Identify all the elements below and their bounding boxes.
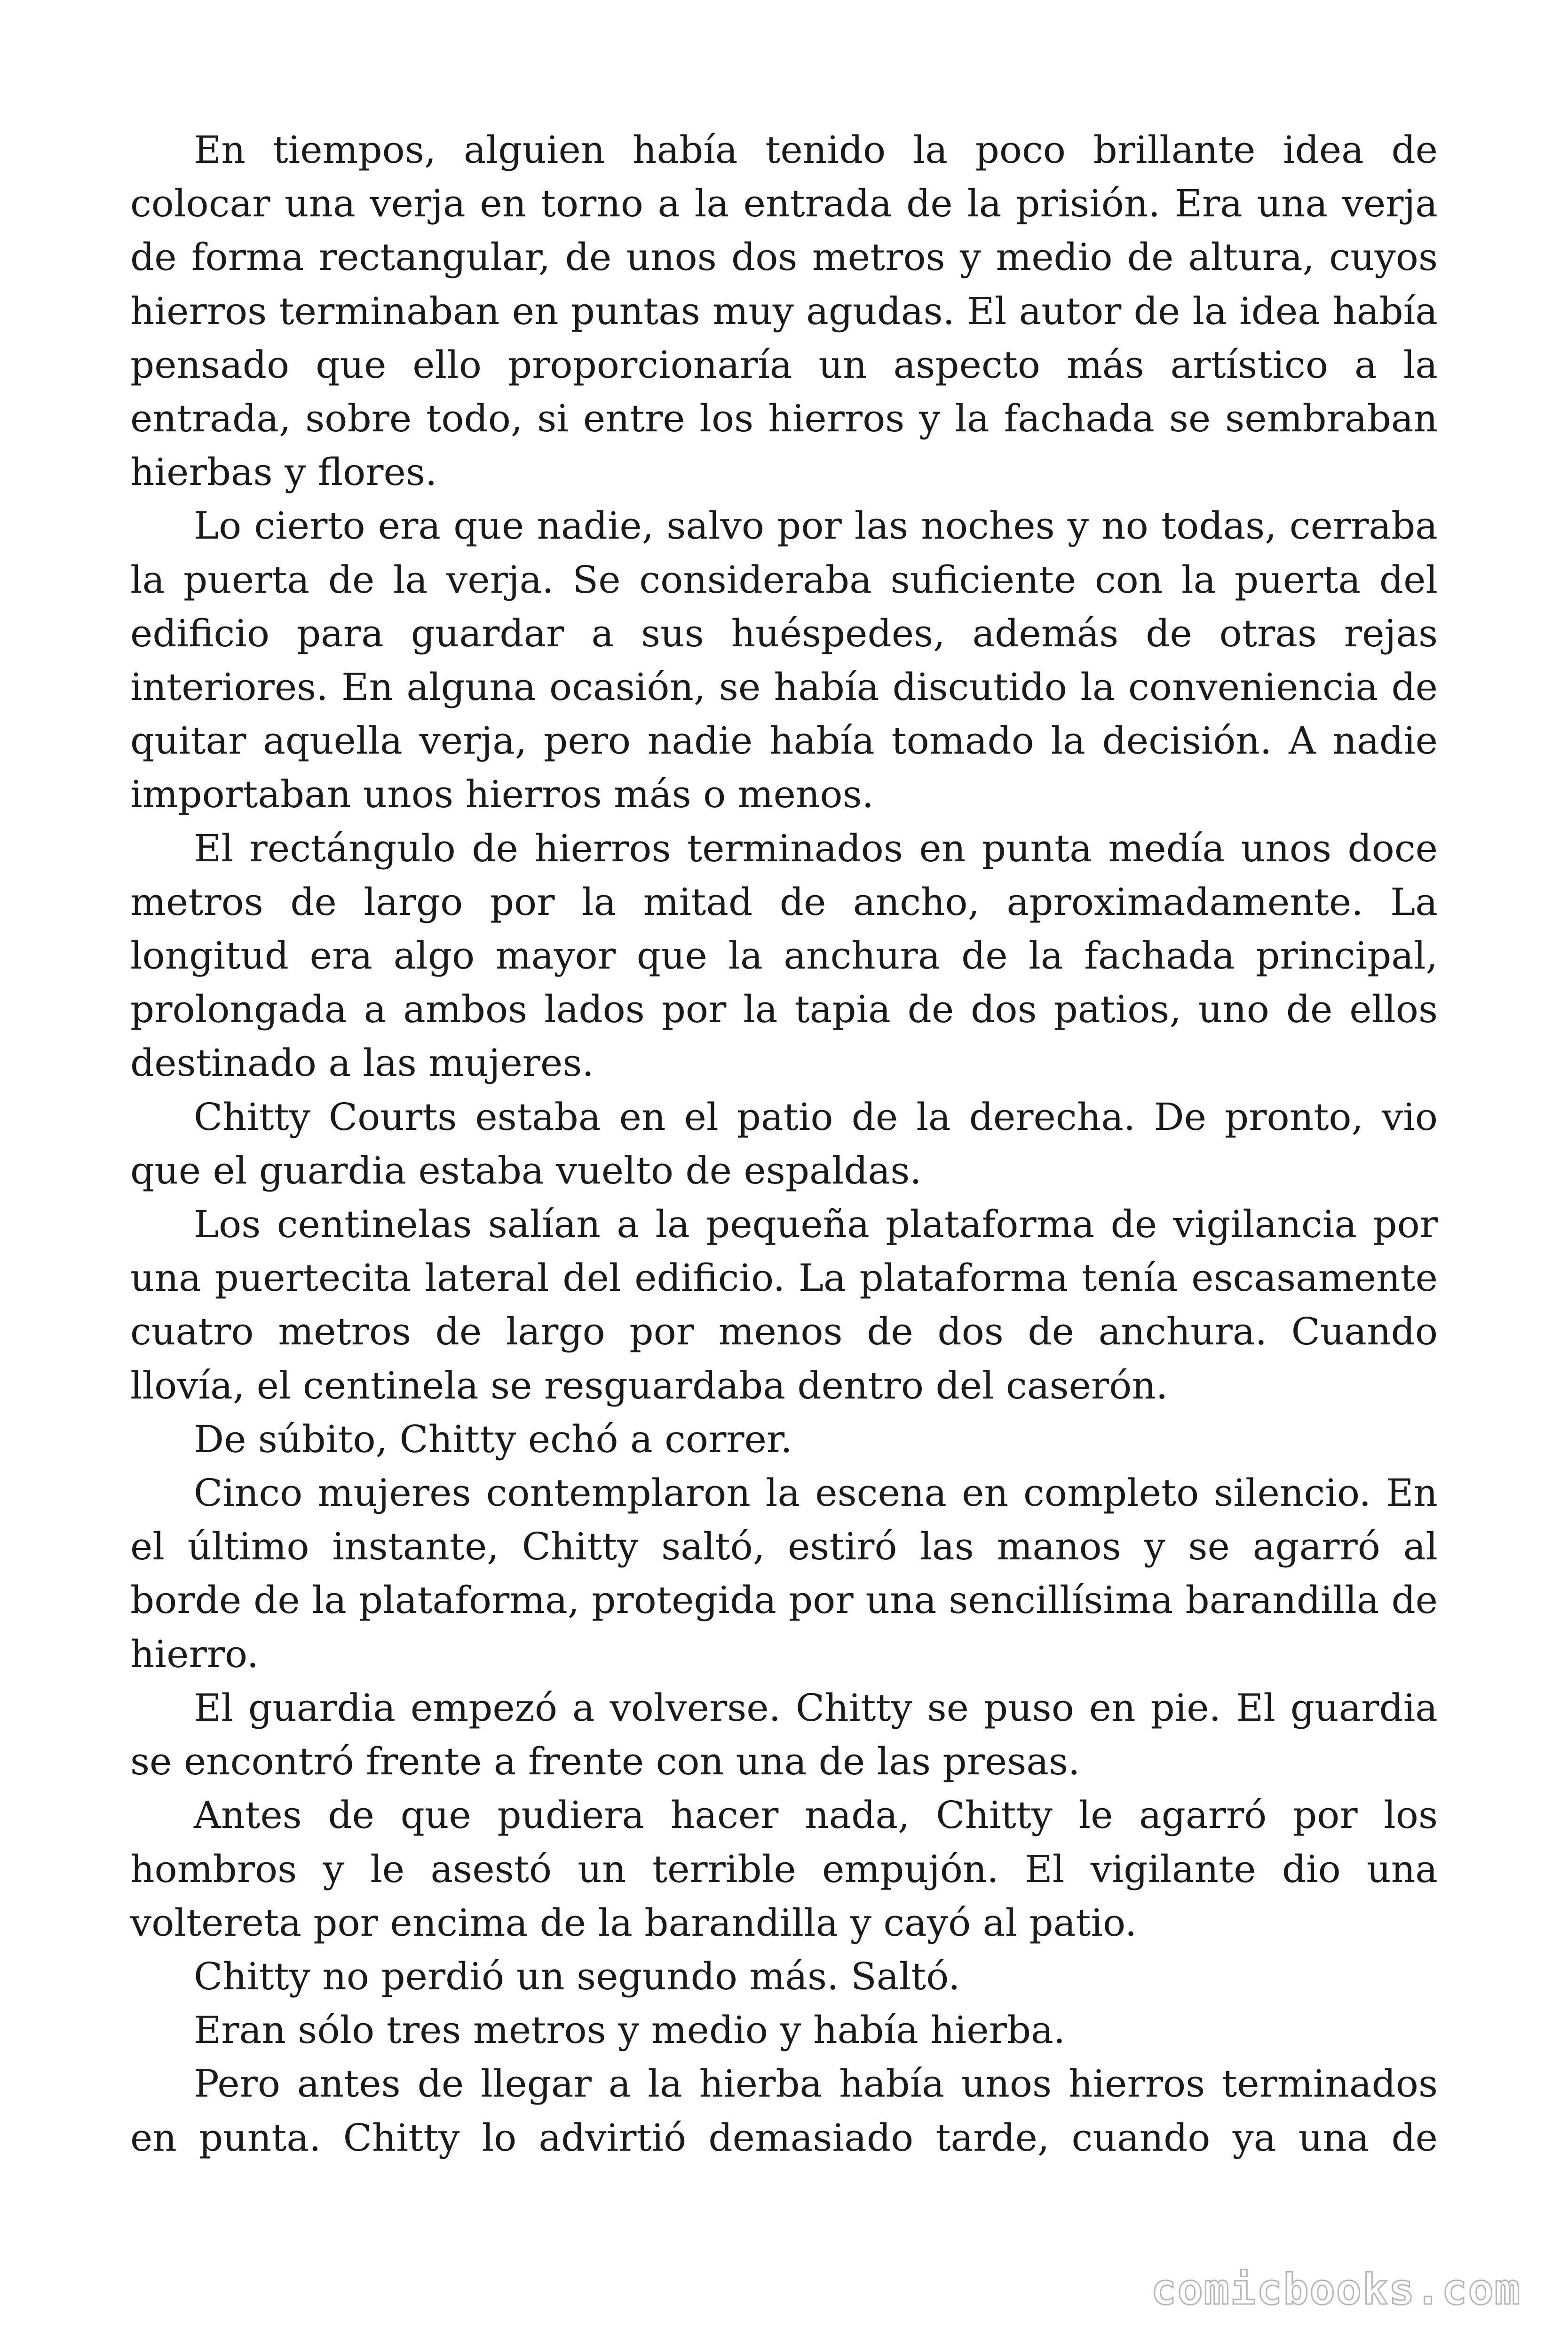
paragraph-2: Lo cierto era que nadie, salvo por las noches y no todas, cerraba la puerta de la verja. Se consideraba suficiente con la puerta del edificio para guardar a sus huéspedes, además de otras rejas interiores. En alguna ocasión, se había discutido la conveniencia de quitar aquella verja, pero nadie había tomado la decisión. A nadie importaban unos hierros más o menos. — [130, 504, 1438, 817]
paragraph-3: El rectángulo de hierros terminados en punta medía unos doce metros de largo por la mitad de ancho, aproximadamente. La longitud era algo mayor que la anchura de la fachada principal, prolongada a ambos lados por la tapia de dos patios, uno de ellos destinado a las mujeres. — [130, 826, 1438, 1085]
paragraph-12: Pero antes de llegar a la hierba había unos hierros terminados en punta. Chitty lo advirtió demasiado tarde, cuando ya una de — [130, 2062, 1438, 2160]
paragraph-11: Eran sólo tres metros y medio y había hierba. — [194, 2008, 1066, 2052]
paragraph-8: El guardia empezó a volverse. Chitty se puso en pie. El guardia se encontró frente a frente con una de las presas. — [130, 1685, 1438, 1784]
body-text — [130, 123, 1438, 2165]
paragraph-1: En tiempos, alguien había tenido la poco brillante idea de colocar una verja en torno a la entrada de la prisión. Era una verja de forma rectangular, de unos dos metros y medio de altura, cuyos hierros terminaban en puntas muy agudas. El autor de la idea había pensado que ello proporcionaría un aspecto más artístico a la entrada, sobre todo, si entre los hierros y la fachada se sembraban hierbas y flores. — [130, 128, 1438, 494]
paragraph-6: De súbito, Chitty echó a correr. — [194, 1417, 792, 1461]
paragraph-10: Chitty no perdió un segundo más. Saltó. — [194, 1954, 960, 1998]
paragraph-4: Chitty Courts estaba en el patio de la derecha. De pronto, vio que el guardia estaba vuelto de espaldas. — [130, 1095, 1438, 1192]
paragraph-5: Los centinelas salían a la pequeña plataforma de vigilancia por una puertecita lateral del edificio. La plataforma tenía escasamente cuatro metros de largo por menos de dos de anchura. Cuando llovía, el centinela se resguardaba dentro del caserón. — [130, 1202, 1438, 1407]
paragraph-9: Antes de que pudiera hacer nada, Chitty le agarró por los hombros y le asestó un terrible empujón. El vigilante dio una voltereta por encima de la barandilla y cayó al patio. — [130, 1793, 1438, 1945]
watermark-text: comicbooks.com — [1151, 2265, 1521, 2314]
paragraph-7: Cinco mujeres contemplaron la escena en completo silencio. En el último instante, Chitty saltó, estiró las manos y se agarró al borde de la plataforma, protegida por una sencillísima barandilla de hierro. — [130, 1471, 1438, 1676]
